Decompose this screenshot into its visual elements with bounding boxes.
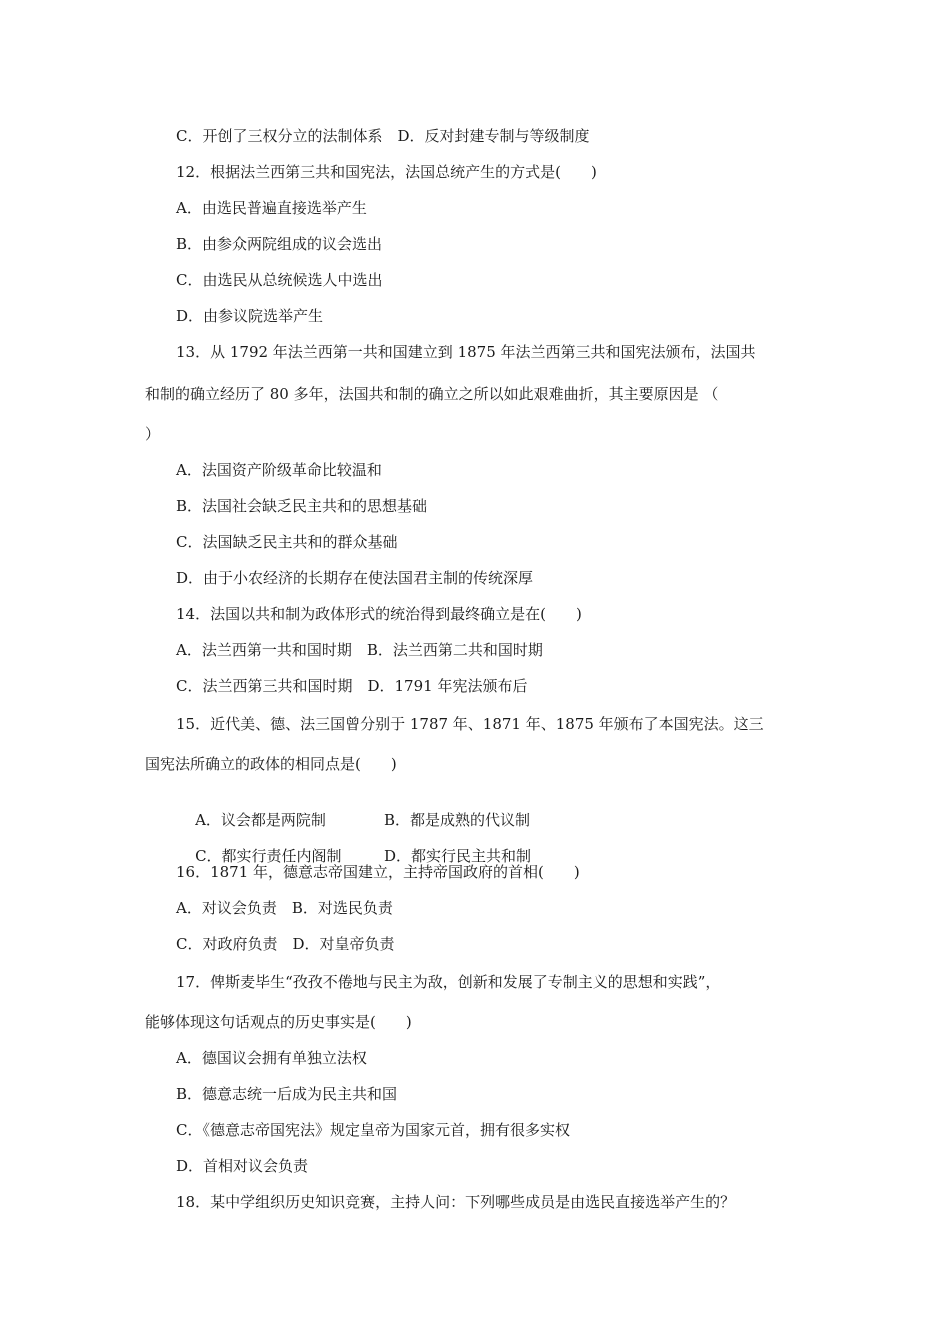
q12-option-b: B．由参众两院组成的议会选出 (176, 235, 383, 253)
q13-option-d: D．由于小农经济的长期存在使法国君主制的传统深厚 (176, 569, 534, 587)
question-13-line-1: 13．从 1792 年法兰西第一共和国建立到 1875 年法兰西第三共和国宪法颁布，法国共 (176, 343, 756, 361)
q13-option-c: C．法国缺乏民主共和的群众基础 (176, 533, 398, 551)
q15-option-a: A．议会都是两院制 (195, 811, 326, 829)
q14-options-ab: A．法兰西第一共和国时期 B．法兰西第二共和国时期 (176, 641, 543, 659)
q17-option-d: D．首相对议会负责 (176, 1157, 309, 1175)
question-13-line-2: 和制的确立经历了 80 多年，法国共和制的确立之所以如此艰难曲折，其主要原因是 （ (145, 385, 719, 403)
q16-options-ab: A．对议会负责 B．对选民负责 (176, 899, 393, 917)
q17-option-b: B．德意志统一后成为民主共和国 (176, 1085, 398, 1103)
q11-options-cd: C．开创了三权分立的法制体系 D．反对封建专制与等级制度 (176, 127, 590, 145)
question-14: 14．法国以共和制为政体形式的统治得到最终确立是在( ) (176, 605, 582, 623)
q16-options-cd: C．对政府负责 D．对皇帝负责 (176, 935, 395, 953)
q14-options-cd: C．法兰西第三共和国时期 D．1791 年宪法颁布后 (176, 677, 528, 695)
q15-option-b: B．都是成熟的代议制 (384, 811, 531, 829)
question-15-line-2: 国宪法所确立的政体的相同点是( ) (145, 755, 397, 773)
question-13-line-3: ） (145, 425, 161, 443)
q15-option-d: D．都实行民主共和制 (384, 847, 532, 865)
q13-option-b: B．法国社会缺乏民主共和的思想基础 (176, 497, 428, 515)
q12-option-c: C．由选民从总统候选人中选出 (176, 271, 383, 289)
q12-option-d: D．由参议院选举产生 (176, 307, 324, 325)
q13-option-a: A．法国资产阶级革命比较温和 (176, 461, 382, 479)
q17-option-c: C．《德意志帝国宪法》规定皇帝为国家元首，拥有很多实权 (176, 1121, 570, 1139)
q12-option-a: A．由选民普遍直接选举产生 (176, 199, 367, 217)
question-17-line-1: 17．俾斯麦毕生“孜孜不倦地与民主为敌，创新和发展了专制主义的思想和实践”， (176, 973, 721, 991)
question-15-line-1: 15．近代美、德、法三国曾分别于 1787 年、1871 年、1875 年颁布了本国宪法。这三 (176, 715, 764, 733)
question-18: 18．某中学组织历史知识竞赛，主持人问：下列哪些成员是由选民直接选举产生的？ (176, 1193, 736, 1211)
question-17-line-2: 能够体现这句话观点的历史事实是( ) (145, 1013, 412, 1031)
question-12: 12．根据法兰西第三共和国宪法，法国总统产生的方式是( ) (176, 163, 597, 181)
question-16: 16．1871 年，德意志帝国建立，主持帝国政府的首相( ) (176, 863, 580, 881)
q17-option-a: A．德国议会拥有单独立法权 (176, 1049, 367, 1067)
q15-option-c: C．都实行责任内阁制 (195, 847, 342, 865)
